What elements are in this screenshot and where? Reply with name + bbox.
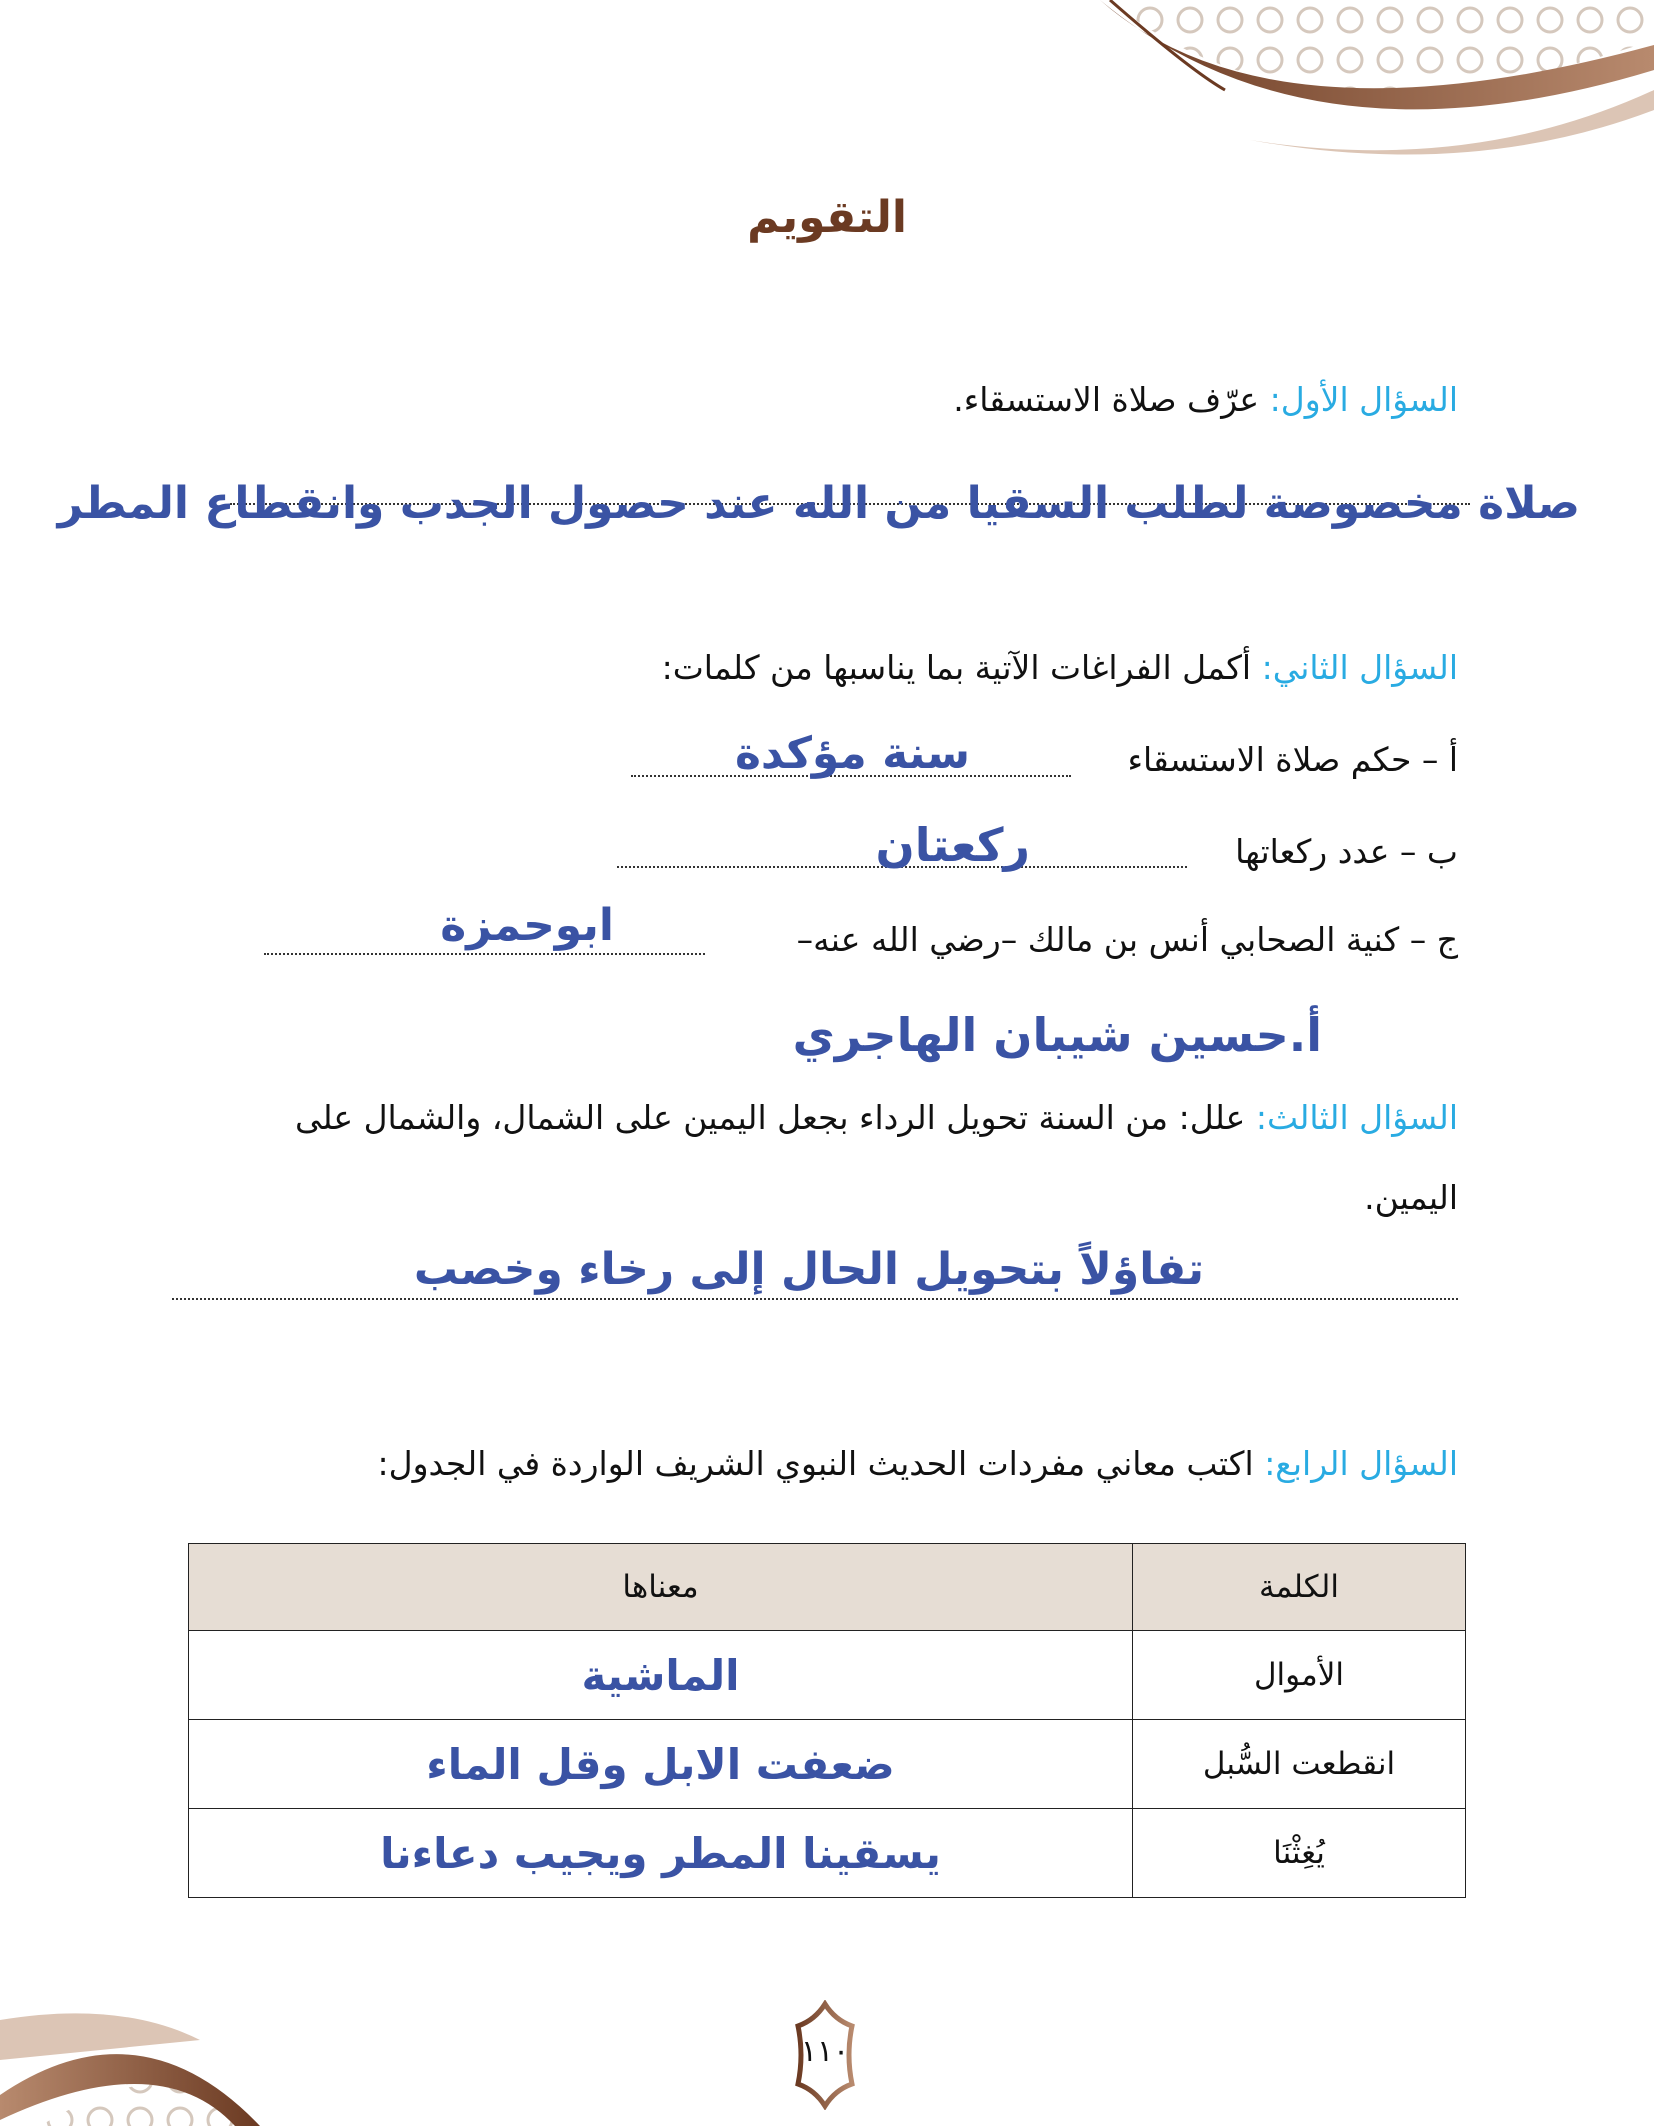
question-2-text: أكمل الفراغات الآتية بما يناسبها من كلمات: (661, 648, 1252, 687)
fill-item-c: ج – كنية الصحابي أنس بن مالك –رضي الله عنه– (796, 920, 1458, 959)
answer-line-3 (172, 1298, 1458, 1300)
question-4-label: السؤال الرابع: (1264, 1444, 1458, 1483)
fill-answer-a: سنة مؤكدة (734, 728, 970, 779)
question-1-answer: صلاة مخصوصة لطلب السقيا من الله عند حصول الجدب وانقطاع المطر (57, 478, 1580, 529)
meaning-cell: الماشية (189, 1631, 1133, 1720)
question-1-text: عرّف صلاة الاستسقاء. (953, 380, 1260, 419)
top-right-ornament (1050, 0, 1654, 170)
signature: أ.حسين شيبان الهاجري (792, 1008, 1322, 1062)
question-1-label: السؤال الأول: (1269, 380, 1458, 419)
fill-line-c (264, 953, 705, 955)
table-row (189, 1720, 1466, 1809)
header-meaning: معناها (189, 1544, 1133, 1631)
table-row (189, 1631, 1466, 1720)
question-3-answer: تفاؤلاً بتحويل الحال إلى رخاء وخصب (413, 1244, 1204, 1295)
fill-item-b: ب – عدد ركعاتها (1235, 832, 1458, 871)
question-1 (953, 380, 1458, 419)
fill-answer-c: ابوحمزة (440, 900, 614, 951)
meaning-cell: يسقينا المطر ويجيب دعاءنا (189, 1809, 1133, 1898)
bottom-left-ornament (0, 1980, 450, 2126)
question-2-label: السؤال الثاني: (1261, 648, 1458, 687)
question-4 (377, 1444, 1458, 1483)
question-2 (662, 648, 1458, 687)
table-header-row (189, 1544, 1466, 1631)
meaning-cell: ضعفت الابل وقل الماء (189, 1720, 1133, 1809)
question-3-text: علل: من السنة تحويل الرداء بجعل اليمين على الشمال، والشمال على (294, 1098, 1246, 1137)
page-title: التقويم (747, 192, 907, 243)
fill-item-a: أ – حكم صلاة الاستسقاء (1127, 740, 1458, 779)
header-word: الكلمة (1133, 1544, 1466, 1631)
question-3-text-cont: اليمين. (1364, 1178, 1458, 1217)
question-3-label: السؤال الثالث: (1255, 1098, 1458, 1137)
word-cell: الأموال (1133, 1631, 1466, 1720)
question-3 (295, 1098, 1458, 1137)
vocabulary-table (188, 1543, 1466, 1898)
word-cell: يُغِثْنَا (1133, 1809, 1466, 1898)
word-cell: انقطعت السُّبل (1133, 1720, 1466, 1809)
table-row (189, 1809, 1466, 1898)
fill-answer-b: ركعتان (875, 818, 1030, 872)
page-number: ١١٠ (800, 2034, 850, 2069)
question-4-text: اكتب معاني مفردات الحديث النبوي الشريف الواردة في الجدول: (377, 1444, 1254, 1483)
